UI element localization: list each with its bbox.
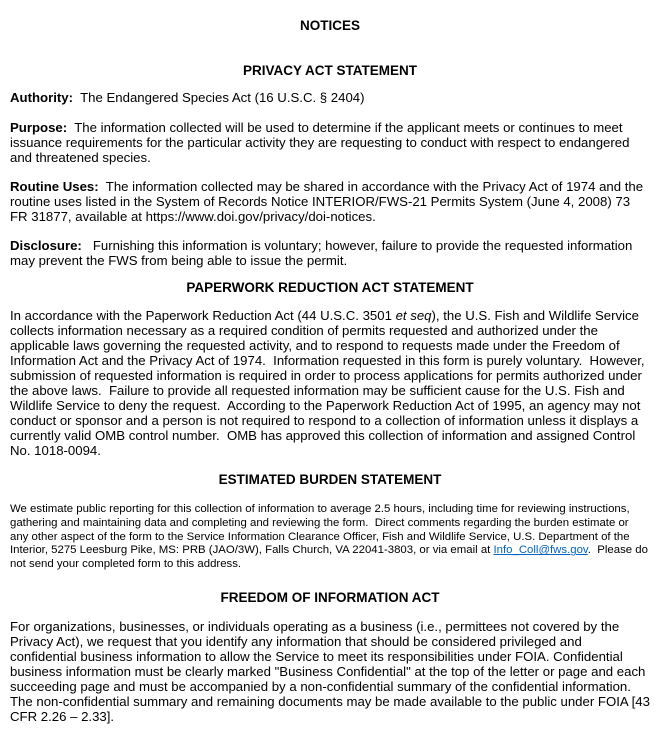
email-link[interactable]: Info_Coll@fws.gov (493, 544, 588, 557)
burden-text-before-link: We estimate public reporting for this collection of information to average 2.5 hours, including time for reviewing instructions, gathering and maintaining data and completing and reviewing the form. Direct comments regarding the burden estimate or any other aspect of the form to the Service Information Clearance Officer, Fish and Wildlife Service, U.S. Department of the Interior, 5275 Leesburg Pike, MS: PRB (JAO/3W), Falls Church, VA 22041-3803, or via email at (10, 503, 633, 557)
burden-paragraph (10, 503, 650, 572)
routine-uses-text: The information collected may be shared in accordance with the Privacy Act of 1974 and the routine uses listed in the System of Records Notice INTERIOR/FWS-21 Permits System (June 4, 2008) 73 FR 31877, available at https://www.doi.gov/privacy/doi-notices. (10, 179, 647, 224)
routine-uses-paragraph (10, 179, 650, 224)
disclosure-paragraph (10, 238, 650, 268)
authority-label: Authority: (10, 90, 73, 105)
authority-text: The Endangered Species Act (16 U.S.C. § 2404) (73, 90, 365, 105)
disclosure-text: Furnishing this information is voluntary; however, failure to provide the requested information may prevent the FWS from being able to issue the permit. (10, 238, 636, 268)
routine-uses-label: Routine Uses: (10, 179, 99, 194)
paperwork-reduction-heading: PAPERWORK REDUCTION ACT STATEMENT (186, 280, 474, 295)
authority-paragraph (10, 90, 650, 105)
purpose-text: The information collected will be used to determine if the applicant meets or continues to meet issuance requirements for the particular activity they are requesting to conduct with respect to endangered and threatened species. (10, 120, 634, 165)
foia-heading: FREEDOM OF INFORMATION ACT (220, 589, 440, 605)
foia-text: For organizations, businesses, or individuals operating as a business (i.e., permittees not covered by the Privacy Act), we request that you identify any information that should be considered privileged and confidential business information to allow the Service to meet its responsibilities under FOIA. Confidential business information must be clearly marked "Business Confidential" at the top of the letter or page and each succeeding page and must be accompanied by a non-confidential summary of the confidential information. The non-confidential summary and remaining documents may be made available to the public under FOIA [43 CFR 2.26 – 2.33]. (10, 618, 654, 724)
paperwork-text-after-italic: ), the U.S. Fish and Wildlife Service collects information necessary as a required condition of permits requested and authorized under the applicable laws governing the requested activity, and to respond to requests made under the Freedom of Information Act and the Privacy Act of 1974. Information requested in this form is purely voluntary. However, submission of requested information is required in order to process applications for permits authorized under the above laws. Failure to provide all requested information may be sufficient cause for the U.S. Fish and Wildlife Service to deny the request. According to the Paperwork Reduction Act of 1995, an agency may not conduct or sponsor and a person is not required to respond to a collection of information unless it displays a currently valid OMB control number. OMB has approved this collection of information and assigned Control No. 1018-0094. (10, 308, 649, 458)
burden-text-after-link: . Please do not send your completed form to this address. (10, 544, 652, 571)
paperwork-text-before-italic: In accordance with the Paperwork Reduction Act (44 U.S.C. 3501 (10, 308, 396, 323)
doc-title: NOTICES (299, 18, 360, 33)
disclosure-label: Disclosure: (10, 238, 82, 253)
foia-paragraph (10, 618, 654, 724)
purpose-paragraph (10, 120, 650, 165)
privacy-act-heading: PRIVACY ACT STATEMENT (242, 63, 417, 78)
paperwork-italic-et-seq: et seq (395, 308, 432, 323)
purpose-label: Purpose: (10, 120, 68, 135)
paperwork-paragraph (10, 308, 650, 458)
estimated-burden-heading: ESTIMATED BURDEN STATEMENT (218, 472, 442, 487)
